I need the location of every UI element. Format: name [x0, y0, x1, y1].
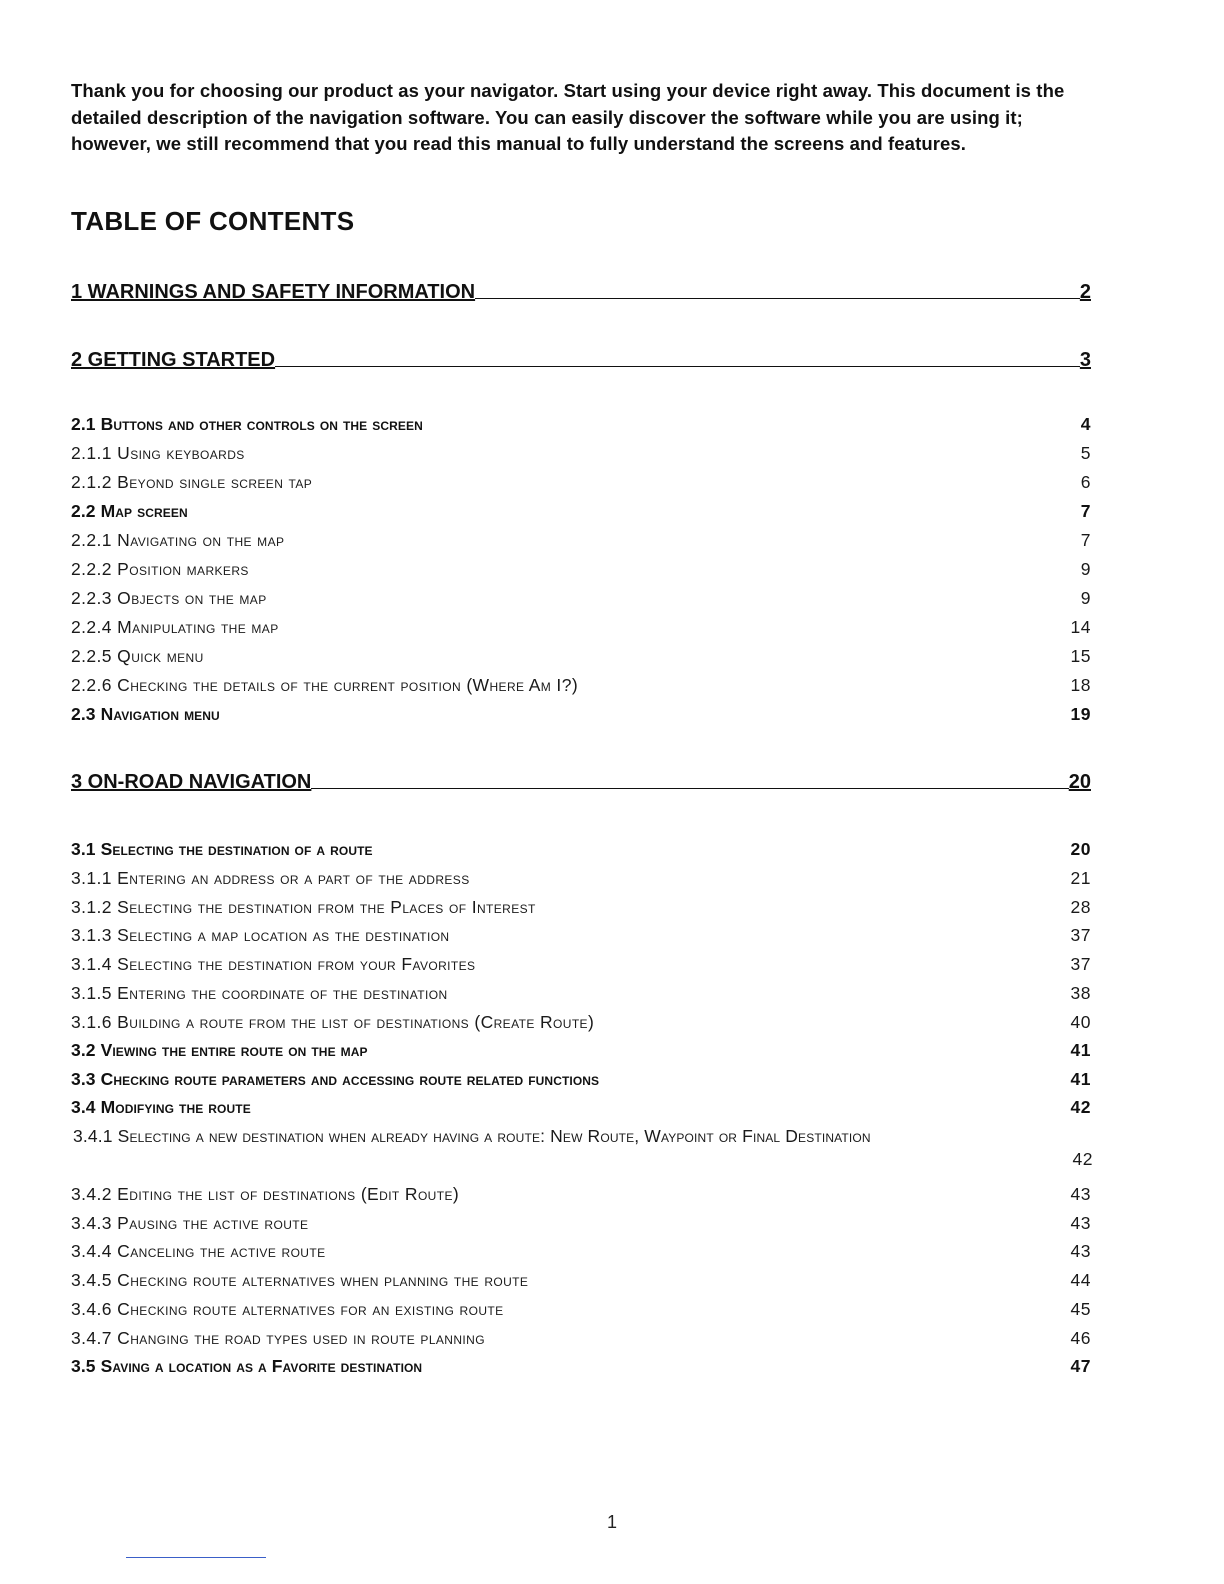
toc-leader-rule [275, 365, 1080, 367]
toc-entry[interactable] [71, 559, 1091, 587]
toc-entry[interactable] [71, 897, 1091, 925]
toc-entry-page: 28 [1070, 897, 1091, 917]
intro-paragraph: Thank you for choosing our product as your navigator. Start using your device right away. This document is the detailed description of the navigation software. You can easily discover the software while you are using it; however, we still recommend that you read this manual to fully understand the screens and features. [71, 80, 1065, 154]
toc-entry-page: 37 [1070, 925, 1091, 945]
toc-entry-title: 2.3 Navigation menu [71, 704, 220, 724]
toc-entry-title: 2.2 Map screen [71, 501, 188, 521]
toc-entry-title: 2.2.5 Quick menu [71, 646, 204, 666]
toc-entry-page: 44 [1070, 1270, 1091, 1290]
toc-entry[interactable] [71, 1040, 1091, 1068]
toc-entry[interactable] [71, 646, 1091, 674]
toc-chapter-page: 2 [1079, 281, 1091, 303]
toc-entry-page: 21 [1070, 868, 1091, 888]
toc-entry[interactable] [71, 1184, 1091, 1212]
toc-entry[interactable] [71, 617, 1091, 645]
toc-entry-title: 2.1.2 Beyond single screen tap [71, 472, 313, 492]
toc-entry-title: 3.4.4 Canceling the active route [71, 1241, 326, 1261]
toc-entry-title: 2.2.2 Position markers [71, 559, 249, 579]
toc-entry-page: 43 [1070, 1184, 1091, 1204]
toc-entry-title: 3.4.1 Selecting a new destination when already having a route: New Route, Waypoint or Final Destination [73, 1126, 871, 1146]
toc-entry-title: 3.4.3 Pausing the active route [71, 1213, 309, 1233]
toc-entry[interactable] [71, 868, 1091, 896]
toc-entry-title: 3.4.2 Editing the list of destinations (Edit Route) [71, 1184, 460, 1204]
toc-chapter-1[interactable] [71, 276, 1091, 304]
toc-entry[interactable] [71, 954, 1091, 982]
toc-chapter-title: 2 GETTING STARTED [71, 349, 276, 371]
toc-chapter-page: 20 [1068, 771, 1091, 793]
toc-entry-page: 5 [1080, 443, 1091, 463]
toc-entry[interactable] [71, 983, 1091, 1011]
toc-entry[interactable] [71, 1299, 1091, 1327]
toc-entry-page: 15 [1070, 646, 1091, 666]
toc-entry[interactable] [71, 1328, 1091, 1356]
toc-entry[interactable] [71, 443, 1091, 471]
toc-entry[interactable] [71, 588, 1091, 616]
toc-chapter-title: 3 ON-ROAD NAVIGATION [71, 771, 312, 793]
toc-entry-page: 41 [1070, 1069, 1091, 1089]
toc-entry-page: 41 [1070, 1040, 1091, 1060]
toc-entry-page: 43 [1070, 1241, 1091, 1261]
toc-entry[interactable] [71, 530, 1091, 558]
toc-entry-title: 2.2.6 Checking the details of the current position (Where Am I?) [71, 675, 579, 695]
toc-entry-title: 3.4.5 Checking route alternatives when planning the route [71, 1270, 529, 1290]
toc-entry-page: 19 [1070, 704, 1091, 724]
toc-entry-page: 9 [1080, 559, 1091, 579]
toc-entry[interactable] [71, 1270, 1091, 1298]
toc-entry-title: 3.1.5 Entering the coordinate of the destination [71, 983, 448, 1003]
toc-entry[interactable] [71, 1356, 1091, 1384]
toc-entry-title: 3.4.6 Checking route alternatives for an existing route [71, 1299, 504, 1319]
toc-entry-page: 42 [1072, 1149, 1093, 1169]
toc-entry-title: 3.1.3 Selecting a map location as the destination [71, 925, 450, 945]
toc-entry-title: 2.2.1 Navigating on the map [71, 530, 285, 550]
toc-entry-page: 6 [1080, 472, 1091, 492]
toc-entry[interactable] [71, 472, 1091, 500]
toc-entry[interactable] [71, 1213, 1091, 1241]
toc-entry-multiline[interactable] [73, 1126, 1093, 1170]
toc-entry[interactable] [71, 1069, 1091, 1097]
toc-entry-title: 3.1.4 Selecting the destination from your Favorites [71, 954, 476, 974]
toc-entry-page: 42 [1070, 1097, 1091, 1117]
toc-entry-page: 18 [1070, 675, 1091, 695]
page-number: 1 [606, 1512, 617, 1532]
toc-entry-page: 20 [1070, 839, 1091, 859]
toc-entry[interactable] [71, 414, 1091, 442]
toc-entry-page: 45 [1070, 1299, 1091, 1319]
toc-entry-page: 7 [1080, 530, 1091, 550]
toc-entry-page: 14 [1070, 617, 1091, 637]
toc-entry-title: 2.2.4 Manipulating the map [71, 617, 279, 637]
toc-entry-page: 37 [1070, 954, 1091, 974]
toc-entry-title: 3.5 Saving a location as a Favorite destination [71, 1356, 423, 1376]
toc-chapter-title: 1 WARNINGS AND SAFETY INFORMATION [71, 281, 476, 303]
footer-rule [126, 1557, 266, 1558]
toc-entry-page: 40 [1070, 1012, 1091, 1032]
toc-entry[interactable] [71, 1097, 1091, 1125]
toc-entry-page: 38 [1070, 983, 1091, 1003]
toc-entry[interactable] [71, 704, 1091, 732]
toc-entry-title: 2.1 Buttons and other controls on the screen [71, 414, 423, 434]
toc-entry-title: 3.1 Selecting the destination of a route [71, 839, 373, 859]
toc-leader-rule [311, 787, 1068, 789]
toc-chapter-page: 3 [1079, 349, 1091, 371]
toc-chapter-2[interactable] [71, 344, 1091, 372]
toc-entry[interactable] [71, 675, 1091, 703]
toc-entry[interactable] [71, 501, 1091, 529]
toc-entry[interactable] [71, 1241, 1091, 1269]
toc-entry-page: 46 [1070, 1328, 1091, 1348]
toc-entry-page: 9 [1080, 588, 1091, 608]
toc-entry-title: 3.4 Modifying the route [71, 1097, 251, 1117]
toc-leader-rule [475, 297, 1080, 299]
toc-entry-title: 3.4.7 Changing the road types used in route planning [71, 1328, 485, 1348]
toc-entry[interactable] [71, 1012, 1091, 1040]
toc-heading: TABLE OF CONTENTS [71, 206, 355, 236]
toc-entry-title: 3.1.6 Building a route from the list of destinations (Create Route) [71, 1012, 595, 1032]
toc-entry-page: 47 [1070, 1356, 1091, 1376]
toc-entry-page: 43 [1070, 1213, 1091, 1233]
toc-entry-page: 4 [1080, 414, 1091, 434]
toc-entry-title: 3.3 Checking route parameters and accessing route related functions [71, 1069, 600, 1089]
toc-entry-page: 7 [1080, 501, 1091, 521]
toc-entry-title: 3.1.1 Entering an address or a part of the address [71, 868, 470, 888]
toc-chapter-3[interactable] [71, 766, 1091, 794]
toc-entry-title: 3.1.2 Selecting the destination from the Places of Interest [71, 897, 536, 917]
toc-entry-title: 2.2.3 Objects on the map [71, 588, 267, 608]
toc-entry-title: 2.1.1 Using keyboards [71, 443, 245, 463]
toc-entry-title: 3.2 Viewing the entire route on the map [71, 1040, 368, 1060]
toc-entry[interactable] [71, 839, 1091, 867]
toc-entry[interactable] [71, 925, 1091, 953]
